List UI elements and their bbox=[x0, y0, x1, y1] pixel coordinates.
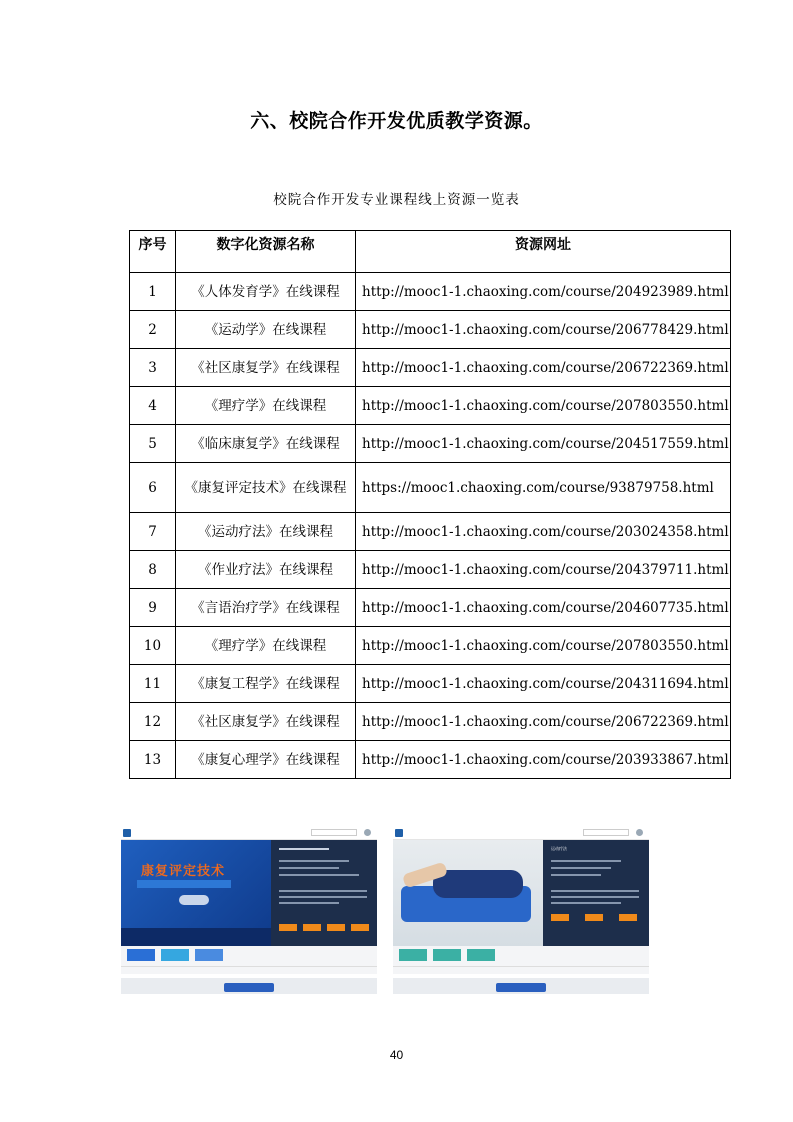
course-name: 《社区康复学》在线课程 bbox=[176, 703, 356, 741]
row-number: 6 bbox=[130, 463, 176, 513]
site-header bbox=[393, 826, 649, 840]
table-row bbox=[130, 703, 731, 741]
table-row bbox=[130, 387, 731, 425]
header-index: 序号 bbox=[130, 231, 176, 273]
course-url[interactable]: http://mooc1-1.chaoxing.com/course/204607735.html bbox=[356, 589, 731, 627]
table-caption: 校院合作开发专业课程线上资源一览表 bbox=[273, 192, 520, 208]
course-url[interactable]: http://mooc1-1.chaoxing.com/course/203933867.html bbox=[356, 741, 731, 779]
stat-card bbox=[467, 949, 495, 961]
course-name: 《康复评定技术》在线课程 bbox=[176, 463, 356, 513]
course-name: 《运动疗法》在线课程 bbox=[176, 513, 356, 551]
course-url[interactable]: http://mooc1-1.chaoxing.com/course/204311694.html bbox=[356, 665, 731, 703]
course-name: 《社区康复学》在线课程 bbox=[176, 349, 356, 387]
action-button bbox=[619, 914, 637, 921]
table-row bbox=[130, 349, 731, 387]
course-url[interactable]: http://mooc1-1.chaoxing.com/course/206722369.html bbox=[356, 349, 731, 387]
row-number: 9 bbox=[130, 589, 176, 627]
page-number: 40 bbox=[389, 1048, 404, 1062]
course-name: 《理疗学》在线课程 bbox=[176, 627, 356, 665]
course-name: 《理疗学》在线课程 bbox=[176, 387, 356, 425]
course-photo bbox=[393, 840, 543, 946]
row-number: 2 bbox=[130, 311, 176, 349]
course-tabs bbox=[121, 946, 377, 974]
faq-button bbox=[496, 983, 546, 992]
banner-subtitle bbox=[137, 880, 231, 888]
avatar bbox=[364, 829, 371, 836]
row-number: 13 bbox=[130, 741, 176, 779]
header-resource-url: 资源网址 bbox=[356, 231, 731, 273]
course-url[interactable]: http://mooc1-1.chaoxing.com/course/203024358.html bbox=[356, 513, 731, 551]
course-title: 运动疗法 bbox=[551, 846, 567, 851]
course-hero bbox=[121, 840, 377, 946]
course-name: 《人体发育学》在线课程 bbox=[176, 273, 356, 311]
stat-card bbox=[195, 949, 223, 961]
site-header bbox=[121, 826, 377, 840]
course-url[interactable]: http://mooc1-1.chaoxing.com/course/206778429.html bbox=[356, 311, 731, 349]
course-name: 《康复心理学》在线课程 bbox=[176, 741, 356, 779]
row-number: 12 bbox=[130, 703, 176, 741]
table-header-row bbox=[130, 231, 731, 273]
table-row bbox=[130, 513, 731, 551]
course-url[interactable]: http://mooc1-1.chaoxing.com/course/207803550.html bbox=[356, 387, 731, 425]
course-name: 《运动学》在线课程 bbox=[176, 311, 356, 349]
row-number: 1 bbox=[130, 273, 176, 311]
action-button bbox=[585, 914, 603, 921]
table-row bbox=[130, 463, 731, 513]
search-box bbox=[583, 829, 629, 836]
resource-table bbox=[129, 230, 731, 779]
table-row bbox=[130, 425, 731, 463]
course-url[interactable]: https://mooc1.chaoxing.com/course/93879758.html bbox=[356, 463, 731, 513]
table-row bbox=[130, 627, 731, 665]
row-number: 7 bbox=[130, 513, 176, 551]
avatar bbox=[636, 829, 643, 836]
banner-footer bbox=[121, 928, 271, 946]
action-button bbox=[551, 914, 569, 921]
action-button bbox=[303, 924, 321, 931]
table-row bbox=[130, 589, 731, 627]
play-icon bbox=[179, 895, 209, 905]
course-url[interactable]: http://mooc1-1.chaoxing.com/course/204379711.html bbox=[356, 551, 731, 589]
course-url[interactable]: http://mooc1-1.chaoxing.com/course/204517559.html bbox=[356, 425, 731, 463]
site-logo-icon bbox=[123, 829, 131, 837]
patient-figure bbox=[433, 870, 523, 898]
course-url[interactable]: http://mooc1-1.chaoxing.com/course/204923989.html bbox=[356, 273, 731, 311]
course-screenshot-exercise-therapy bbox=[393, 826, 649, 994]
action-button bbox=[279, 924, 297, 931]
action-button bbox=[351, 924, 369, 931]
course-name: 《作业疗法》在线课程 bbox=[176, 551, 356, 589]
site-logo-icon bbox=[395, 829, 403, 837]
row-number: 10 bbox=[130, 627, 176, 665]
row-number: 8 bbox=[130, 551, 176, 589]
stat-card bbox=[399, 949, 427, 961]
table-row bbox=[130, 551, 731, 589]
course-url[interactable]: http://mooc1-1.chaoxing.com/course/206722369.html bbox=[356, 703, 731, 741]
course-banner bbox=[121, 840, 271, 946]
course-name: 《言语治疗学》在线课程 bbox=[176, 589, 356, 627]
banner-title: 康复评定技术 bbox=[141, 864, 226, 879]
row-number: 3 bbox=[130, 349, 176, 387]
course-screenshot-assessment bbox=[121, 826, 377, 994]
course-url[interactable]: http://mooc1-1.chaoxing.com/course/207803550.html bbox=[356, 627, 731, 665]
header-resource-name: 数字化资源名称 bbox=[176, 231, 356, 273]
action-button bbox=[327, 924, 345, 931]
row-number: 11 bbox=[130, 665, 176, 703]
table-row bbox=[130, 741, 731, 779]
row-number: 4 bbox=[130, 387, 176, 425]
faq-button bbox=[224, 983, 274, 992]
row-number: 5 bbox=[130, 425, 176, 463]
stat-card bbox=[127, 949, 155, 961]
table-row bbox=[130, 311, 731, 349]
course-info bbox=[273, 840, 377, 946]
table-row bbox=[130, 665, 731, 703]
course-hero bbox=[393, 840, 649, 946]
course-info bbox=[545, 840, 649, 946]
stat-card bbox=[433, 949, 461, 961]
course-name: 《康复工程学》在线课程 bbox=[176, 665, 356, 703]
section-heading: 六、校院合作开发优质教学资源。 bbox=[250, 110, 543, 132]
table-row bbox=[130, 273, 731, 311]
course-name: 《临床康复学》在线课程 bbox=[176, 425, 356, 463]
search-box bbox=[311, 829, 357, 836]
stat-card bbox=[161, 949, 189, 961]
course-tabs bbox=[393, 946, 649, 974]
